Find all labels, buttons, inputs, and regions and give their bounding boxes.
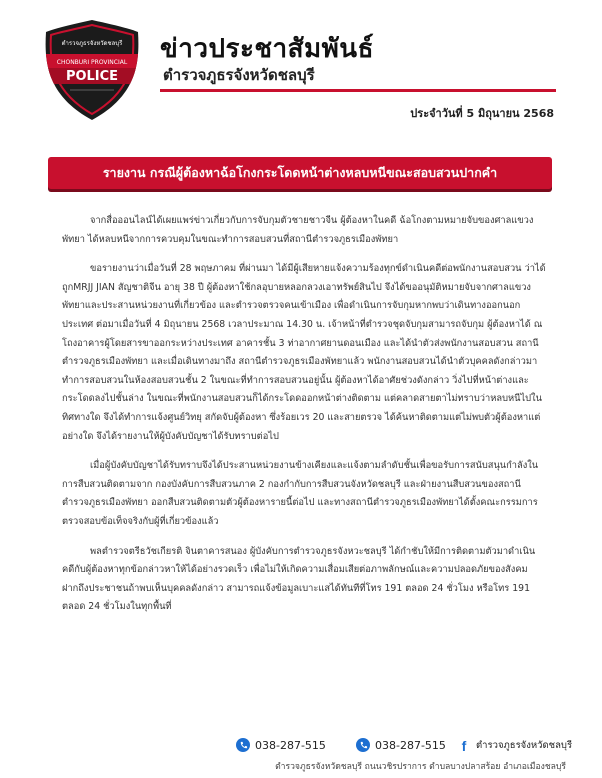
logo-ribbon-text: CHONBURI PROVINCIAL: [56, 59, 128, 66]
article-body: [62, 212, 546, 628]
paragraph-2: ขอรายงานว่าเมื่อวันที่ 28 พฤษภาคม ที่ผ่านมา ได้มีผู้เสียหายแจ้งความร้องทุกข์ดำเนินคดีต่อพนักงานสอบสวน ว่าได้ถูกMRJJ JIAN สัญชาติจีน อายุ 38 ปี ผู้ต้องหาใช้กลอุบายหลอกลวงเอาทรัพย์สินไป จึงได้ขออนุมัติหมายจับจากศาลแขวงพัทยาและประสานหน่วยงานที่เกี่ยวข้อง และตำรวจตรวจคนเข้าเมือง เพื่อดำเนินการจับกุมหากพบว่าเดินทางออกนอกประเทศ ต่อมาเมื่อวันที่ 4 มิถุนายน 2568 เวลาประมาณ 14.30 น. เจ้าหน้าที่ตำรวจชุดจับกุมสามารถจับกุม ผู้ต้องหาได้ ณ โถงอาคารผู้โดยสารขาออกระหว่างประเทศ อาคารชั้น 3 ท่าอากาศยานดอนเมือง และได้นำตัวส่งพนักงานสอบสวน สถานีตำรวจภูธรเมืองพัทยา และเมื่อเดินทางมาถึง สถานีตำรวจภูธรเมืองพัทยาแล้ว พนักงานสอบสวนได้นำตัวบุคคลดังกล่าวมาทำการสอบสวนในห้องสอบสวนชั้น 2 ในขณะที่ทำการสอบสวนอยู่นั้น ผู้ต้องหาได้อาศัยช่วงดังกล่าว วิ่งไปที่หน้าต่างและกระโดดลงไปชั้นล่าง ในขณะที่พนักงานสอบสวนก็ได้กระโดดออกหน้าต่างติดตาม แต่คลาดสายตาไม่ทราบว่าหลบหนีไปในทิศทางใด จึงได้ทำการแจ้งศูนย์วิทยุ สกัดจับผู้ต้องหา ซึ่งร้อยเวร 20 และสายตรวจ ได้ค้นหาติดตามแต่ไม่พบตัวผู้ต้องหาแต่อย่างใด จึงได้รายงานให้ผู้บังคับบัญชาได้รับทราบต่อไป: [62, 263, 546, 442]
headline-banner: [48, 157, 552, 189]
facebook-page-name: ตำรวจภูธรจังหวัดชลบุรี: [476, 740, 573, 751]
paragraph-1: จากสื่อออนไลน์ได้เผยแพร่ข่าวเกี่ยวกับการจับกุมตัวชายชาวจีน ผู้ต้องหาในคดี ฉ้อโกงตามหมายจับของศาลแขวงพัทยา ได้หลบหนีจากการควบคุมในขณะทำการสอบสวนที่สถานีตำรวจภูธรเมืองพัทยา: [62, 215, 534, 245]
page-subtitle: ตำรวจภูธรจังหวัดชลบุรี: [163, 66, 315, 84]
footer-facebook[interactable]: [458, 738, 572, 753]
footer-address: ตำรวจภูธรจังหวัดชลบุรี ถนนวชิรปราการ ตำบลบางปลาสร้อย อำเภอเมืองชลบุรี: [275, 762, 566, 772]
paragraph-4: พลตำรวจตรีธวัชเกียรติ จินตาคารสนอง ผู้บังคับการตำรวจภูธรจังหวะชลบุรี ได้กำชับให้มีการติดตามตัวมาดำเนินคดีกับผู้ต้องหาทุกข้อกล่าวหาให้ได้อย่างรวดเร็ว เพื่อไม่ให้เกิดความเสื่อมเสียต่อภาพลักษณ์และความปลอดภัยของสังคม ฝากถึงประชาชนถ้าพบเห็นบุคคลดังกล่าว สามารถแจ้งข้อมูลเบาะแสได้ทันทีที่โทร 191 ตลอด 24 ชั่วโมง หรือโทร 191 ตลอด 24 ชั่วโมงในทุกพื้นที่: [62, 545, 536, 613]
phone-icon: [236, 738, 250, 752]
publish-date: ประจำวันที่ 5 มิถุนายน 2568: [410, 107, 554, 120]
phone-icon: [356, 738, 370, 752]
footer-contacts: [0, 738, 602, 758]
phone-number-2: 038-287-515: [375, 738, 446, 752]
footer-phone-1[interactable]: [236, 738, 326, 752]
facebook-icon: f: [461, 737, 467, 754]
phone-number-1: 038-287-515: [255, 738, 326, 752]
logo-top-text: ตำรวจภูธรจังหวัดชลบุรี: [61, 40, 123, 47]
header-divider: [160, 89, 556, 92]
police-logo: [40, 18, 144, 122]
headline-text: รายงาน กรณีผู้ต้องหาฉ้อโกงกระโดดหน้าต่างหลบหนีขณะสอบสวนปากคำ: [102, 165, 498, 180]
logo-main-text: POLICE: [65, 69, 119, 84]
page-title: ข่าวประชาสัมพันธ์: [160, 34, 374, 64]
footer-phone-2[interactable]: [356, 738, 446, 752]
paragraph-3: เมื่อผู้บังคับบัญชาได้รับทราบจึงได้ประสานหน่วยงานข้างเคียงและแจ้งตามลำดับชั้นเพื่อขอรับการสนับสนุนกำลังในการสืบสวนติดตามจาก กองบังคับการสืบสวนภาค 2 กองกำกับการสืบสวนจังหวัดชลบุรี และฝ่ายงานสืบสวนของสถานีตำรวจภูธรเมืองพัทยา ออกสืบสวนติดตามตัวผู้ต้องหารายนี้ต่อไป และทางสถานีตำรวจภูธรเมืองพัทยาได้ตั้งคณะกรรมการตรวจสอบข้อเท็จจริงกับผู้ที่เกี่ยวข้องแล้ว: [62, 460, 539, 527]
